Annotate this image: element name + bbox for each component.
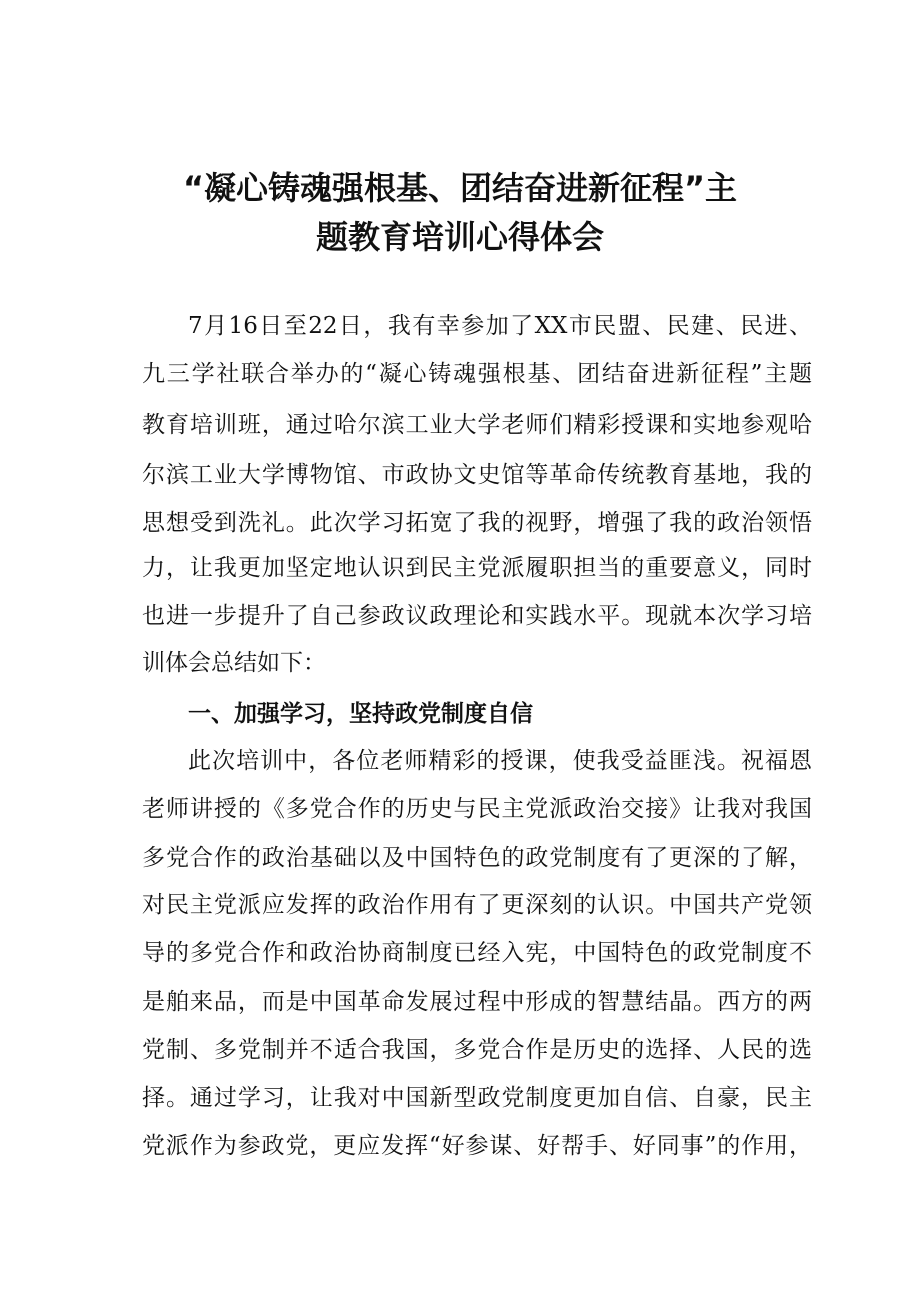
paragraph-line: 导的多党合作和政治协商制度已经入宪，中国特色的政党制度不 (142, 940, 812, 966)
paragraph-line: 多党合作的政治基础以及中国特色的政党制度有了更深的了解， (142, 845, 812, 871)
paragraph-line: 也进一步提升了自己参政议政理论和实践水平。现就本次学习培 (142, 603, 812, 629)
paragraph-line: 老师讲授的《多党合作的历史与民主党派政治交接》让我对我国 (142, 796, 812, 822)
paragraph-line: 是舶来品，而是中国革命发展过程中形成的智慧结晶。西方的两 (142, 989, 812, 1015)
paragraph-line: 训体会总结如下： (142, 650, 326, 676)
paragraph-line: 尔滨工业大学博物馆、市政协文史馆等革命传统教育基地，我的 (142, 462, 812, 488)
paragraph-line: 九三学社联合举办的“凝心铸魂强根基、团结奋进新征程”主题 (142, 361, 812, 387)
paragraph-line: 党派作为参政党，更应发挥“好参谋、好帮手、好同事”的作用， (142, 1133, 812, 1159)
paragraph-line: 7月16日至22日，我有幸参加了XX市民盟、民建、民进、 (188, 313, 812, 339)
paragraph-line: 择。通过学习，让我对中国新型政党制度更加自信、自豪，民主 (142, 1085, 812, 1111)
paragraph-line: 对民主党派应发挥的政治作用有了更深刻的认识。中国共产党领 (142, 892, 812, 918)
paragraph-line: 思想受到洗礼。此次学习拓宽了我的视野，增强了我的政治领悟 (142, 510, 812, 536)
document-title-line-1: “凝心铸魂强根基、团结奋进新征程”主 (182, 169, 738, 207)
paragraph-line: 此次培训中，各位老师精彩的授课，使我受益匪浅。祝福恩 (188, 748, 812, 774)
paragraph-line: 教育培训班，通过哈尔滨工业大学老师们精彩授课和实地参观哈 (142, 412, 812, 438)
document-title-line-2: 题教育培训心得体会 (315, 218, 604, 256)
paragraph-line: 党制、多党制并不适合我国，多党合作是历史的选择、人民的选 (142, 1037, 812, 1063)
paragraph-line: 力，让我更加坚定地认识到民主党派履职担当的重要意义，同时 (142, 555, 812, 581)
section-heading-1: 一、加强学习，坚持政党制度自信 (188, 701, 533, 727)
